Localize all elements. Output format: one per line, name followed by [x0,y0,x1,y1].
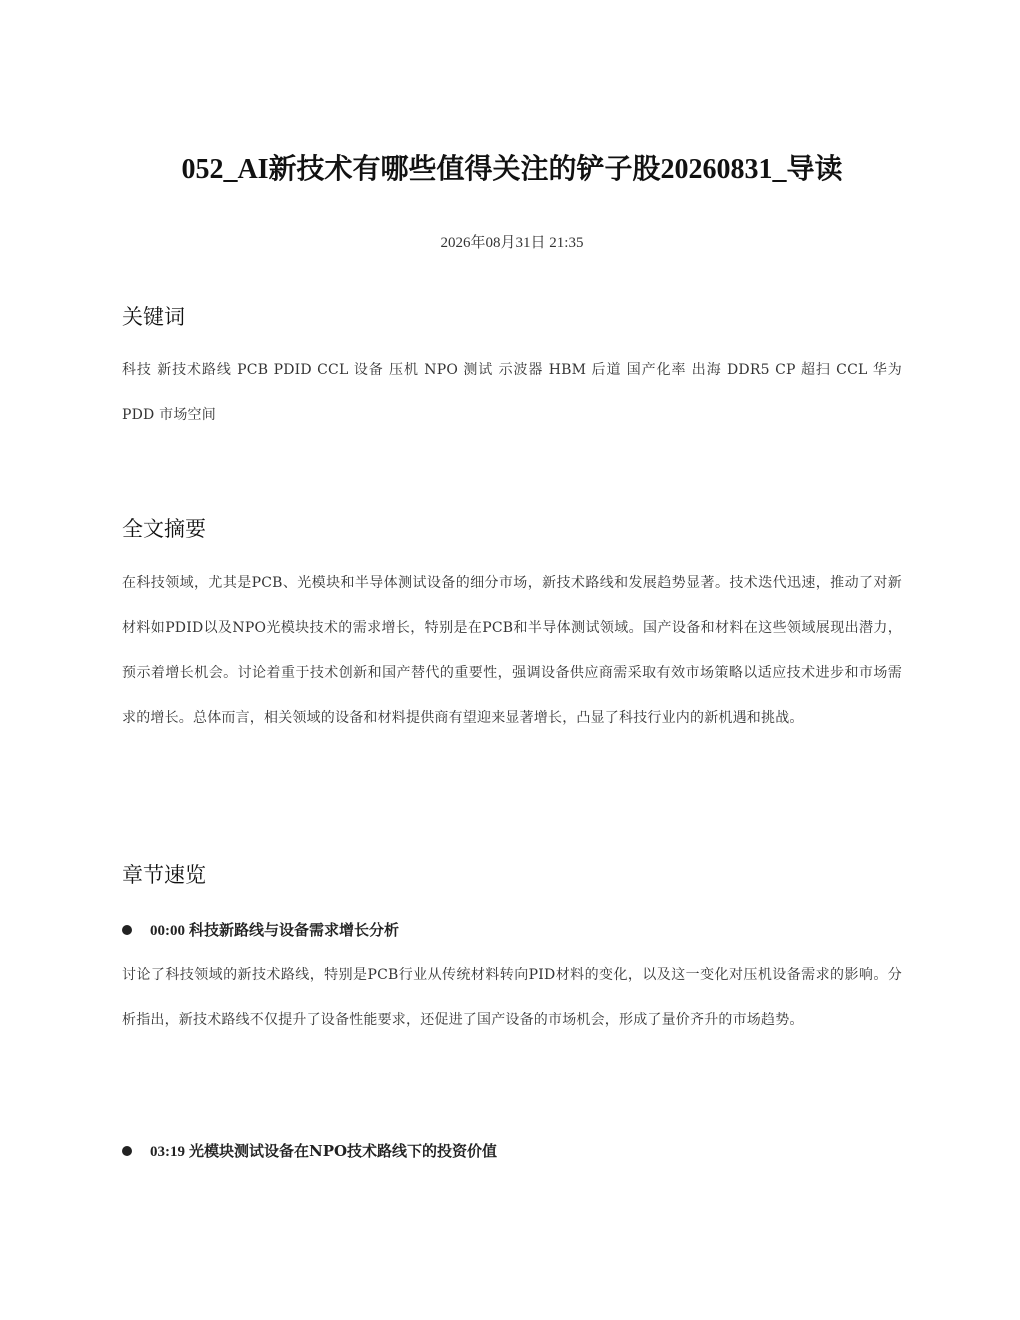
chapter-timestamp: 00:00 [150,923,185,939]
document-title: 052_AI新技术有哪些值得关注的铲子股20260831_导读 [181,154,843,185]
chapter-item-title [122,919,902,942]
chapter-item-title [122,1140,902,1163]
chapter-item-text: 讨论了科技领域的新技术路线，特别是PCB行业从传统材料转向PID材料的变化，以及这一变化对压机设备需求的影响。分析指出，新技术路线不仅提升了设备性能要求，还促进了国产设备的市场机会，形成了量价齐升的市场趋势。 [122,967,902,1028]
keywords-heading: 关键词 [122,305,185,329]
keywords-text: 科技 新技术路线 PCB PDID CCL 设备 压机 NPO 测试 示波器 HBM 后道 国产化率 出海 DDR5 CP 超扫 CCL 华为 PDD 市场空间 [122,362,902,423]
chapters-heading: 章节速览 [122,863,206,887]
chapter-title-text: 光模块测试设备在NPO技术路线下的投资价值 [189,1142,498,1160]
bullet-icon [122,1146,132,1156]
chapter-title-text: 科技新路线与设备需求增长分析 [189,921,400,939]
summary-text: 在科技领域，尤其是PCB、光模块和半导体测试设备的细分市场，新技术路线和发展趋势显著。技术迭代迅速，推动了对新材料如PDID以及NPO光模块技术的需求增长，特别是在PCB和半导体测试领域。国产设备和材料在这些领域展现出潜力，预示着增长机会。讨论着重于技术创新和国产替代的重要性，强调设备供应商需采取有效市场策略以适应技术进步和市场需求的增长。总体而言，相关领域的设备和材料提供商有望迎来显著增长，凸显了科技行业内的新机遇和挑战。 [122,575,902,726]
chapter-timestamp: 03:19 [150,1144,185,1160]
bullet-icon [122,925,132,935]
document-date: 2026年08月31日 21:35 [440,235,584,251]
summary-heading: 全文摘要 [122,517,206,541]
